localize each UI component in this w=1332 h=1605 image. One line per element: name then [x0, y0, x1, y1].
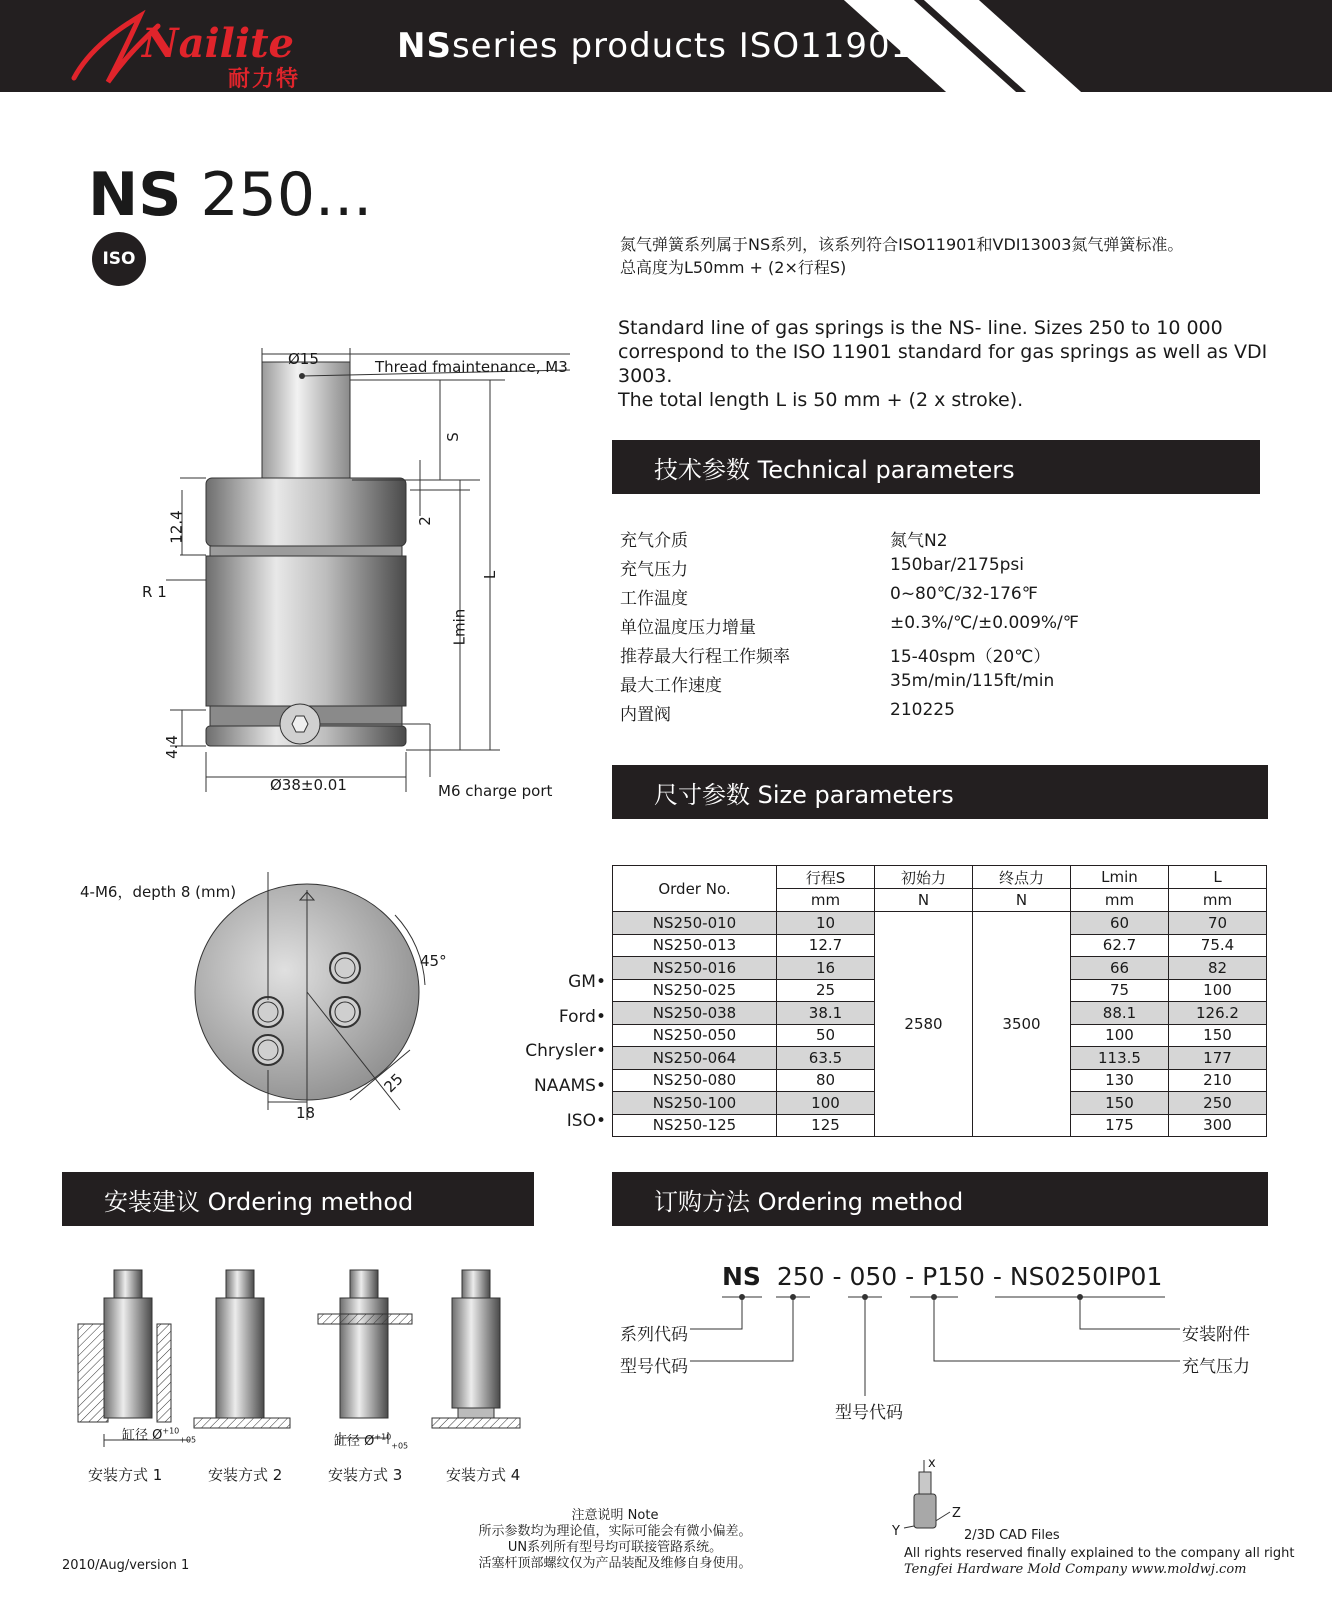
install-method-3-label: 安装方式 3 — [328, 1466, 403, 1484]
company-logo — [70, 8, 310, 92]
table-header: 终点力 — [973, 866, 1071, 889]
standard-iso: ISO• — [566, 1111, 606, 1131]
logo-chinese-text: 耐力特 — [228, 67, 301, 92]
dim-stroke: S — [443, 432, 462, 442]
spring-bottom-view — [190, 870, 450, 1140]
initial-force-cell: 2580 — [875, 912, 973, 1137]
standard-ford: Ford• — [558, 1007, 606, 1027]
order-code-diagram — [600, 1290, 1280, 1420]
param-row: 工作温度 0~80℃/32-176℉ — [620, 584, 1038, 609]
table-header: L — [1169, 866, 1267, 889]
table-row: NS250-038 38.1 88.1 126.2 — [613, 1002, 1267, 1025]
install-heading: 安装建议 Ordering method — [62, 1172, 534, 1226]
series-code-label: 系列代码 — [620, 1325, 688, 1345]
logo-script-text: Nailite — [142, 20, 294, 67]
table-header: Order No. — [613, 866, 777, 912]
cad-axis-z: Z — [952, 1506, 961, 1521]
dim-body-diameter: Ø38±0.01 — [270, 776, 347, 794]
param-row: 内置阀 210225 — [620, 700, 955, 725]
dim-25: 25 — [380, 1069, 407, 1097]
size-table — [612, 865, 1267, 1137]
param-row: 充气介质 氮气N2 — [620, 531, 948, 551]
standard-chrysler: Chrysler• — [525, 1041, 606, 1061]
install-method-2-label: 安装方式 2 — [208, 1466, 283, 1484]
order-code: NS 250 - 050 - P150 - NS0250IP01 — [722, 1262, 1163, 1291]
model-code-label: 型号代码 — [620, 1357, 688, 1377]
dim-length: L — [481, 570, 500, 580]
ordering-heading: 订购方法 Ordering method — [612, 1172, 1268, 1226]
dim-radius: R 1 — [142, 583, 167, 601]
company-label: Tengfei Hardware Mold Company www.moldwj.com — [904, 1562, 1247, 1577]
pressure-label: 充气压力 — [1182, 1357, 1250, 1377]
table-row: NS250-100 100 150 250 — [613, 1092, 1267, 1115]
dim-lmin: Lmin — [450, 608, 469, 646]
table-row: NS250-080 80 130 210 — [613, 1069, 1267, 1092]
table-unit: mm — [777, 889, 875, 912]
cad-spring-icon — [890, 1458, 970, 1548]
table-header: Lmin — [1071, 866, 1169, 889]
accessory-label: 安装附件 — [1182, 1325, 1250, 1345]
table-unit: N — [875, 889, 973, 912]
charge-port-label: M6 charge port — [438, 782, 553, 800]
standard-gm: GM• — [568, 972, 606, 992]
notes-block: 注意说明 Note 所示参数均为理论值，实际可能会有微小偏差。 UN系列所有型号均可联接管路系统。 活塞杆顶部螺纹仅为产品装配及维修自身使用。 — [478, 1508, 752, 1571]
install-method-4-label: 安装方式 4 — [446, 1466, 521, 1484]
table-header: 行程S — [777, 866, 875, 889]
dim-12-4: 12.4 — [167, 510, 186, 544]
table-row: NS250-016 16 66 82 — [613, 957, 1267, 980]
spring-side-drawing — [130, 340, 590, 810]
cad-axis-y: Y — [892, 1524, 900, 1539]
standard-naams: NAAMS• — [534, 1076, 606, 1096]
holes-label: 4-M6，depth 8 (mm) — [80, 883, 237, 901]
dim-2: 2 — [415, 516, 434, 526]
dim-angle: 45° — [420, 952, 447, 970]
model-title: NS 250... — [88, 160, 373, 230]
dim-rod-diameter: Ø15 — [288, 350, 319, 368]
header-title: NSseries products ISO11901 — [397, 26, 914, 66]
rights-label: All rights reserved finally explained to the company all right — [904, 1546, 1295, 1561]
iso-badge: ISO — [92, 232, 146, 286]
table-row: NS250-125 125 175 300 — [613, 1114, 1267, 1137]
table-row: NS250-050 50 100 150 — [613, 1024, 1267, 1047]
table-row: NS250-025 25 75 100 — [613, 979, 1267, 1002]
thread-label: Thread fmaintenance, M3 — [375, 358, 568, 376]
size-parameters-heading: 尺寸参数 Size parameters — [612, 765, 1268, 819]
page-header — [0, 0, 1332, 92]
version-label: 2010/Aug/version 1 — [62, 1558, 190, 1573]
cad-axis-x: x — [928, 1456, 936, 1471]
dim-4-4: 4.4 — [162, 735, 181, 759]
model-code-label-2: 型号代码 — [835, 1403, 903, 1423]
table-row: NS250-010 10 2580 3500 60 70 — [613, 912, 1267, 935]
param-row: 推荐最大行程工作频率 15-40spm（20℃） — [620, 647, 1051, 667]
param-row: 单位温度压力增量 ±0.3%/℃/±0.009%/℉ — [620, 613, 1079, 638]
description-english: Standard line of gas springs is the NS- line. Sizes 250 to 10 000 correspond to the ISO 11901 standard for gas springs as well as VDI 3003. The total length L is 50 mm + (2 x stroke). — [618, 317, 1268, 411]
cad-files-label: 2/3D CAD Files — [964, 1528, 1060, 1543]
end-force-cell: 3500 — [973, 912, 1071, 1137]
table-unit: mm — [1169, 889, 1267, 912]
param-row: 充气压力 150bar/2175psi — [620, 555, 1025, 580]
technical-parameters-heading: 技术参数 Technical parameters — [612, 440, 1260, 494]
table-row: NS250-013 12.7 62.7 75.4 — [613, 934, 1267, 957]
technical-parameters-list — [620, 526, 1220, 729]
table-unit: mm — [1071, 889, 1169, 912]
table-header: 初始力 — [875, 866, 973, 889]
bore-label-3: 缸径 $Ø^{+10}_{+05}$ — [334, 1432, 409, 1451]
param-row: 最大工作速度 35m/min/115ft/min — [620, 671, 1055, 696]
bore-label-1: 缸径 $Ø^{+10}_{+05}$ — [122, 1426, 197, 1445]
install-method-1-label: 安装方式 1 — [88, 1466, 163, 1484]
table-unit: N — [973, 889, 1071, 912]
dim-18: 18 — [296, 1104, 316, 1122]
table-row: NS250-064 63.5 113.5 177 — [613, 1047, 1267, 1070]
description-chinese: 氮气弹簧系列属于NS系列，该系列符合ISO11901和VDI13003氮气弹簧标准。 总高度为L50mm + (2×行程S) — [620, 235, 1184, 277]
